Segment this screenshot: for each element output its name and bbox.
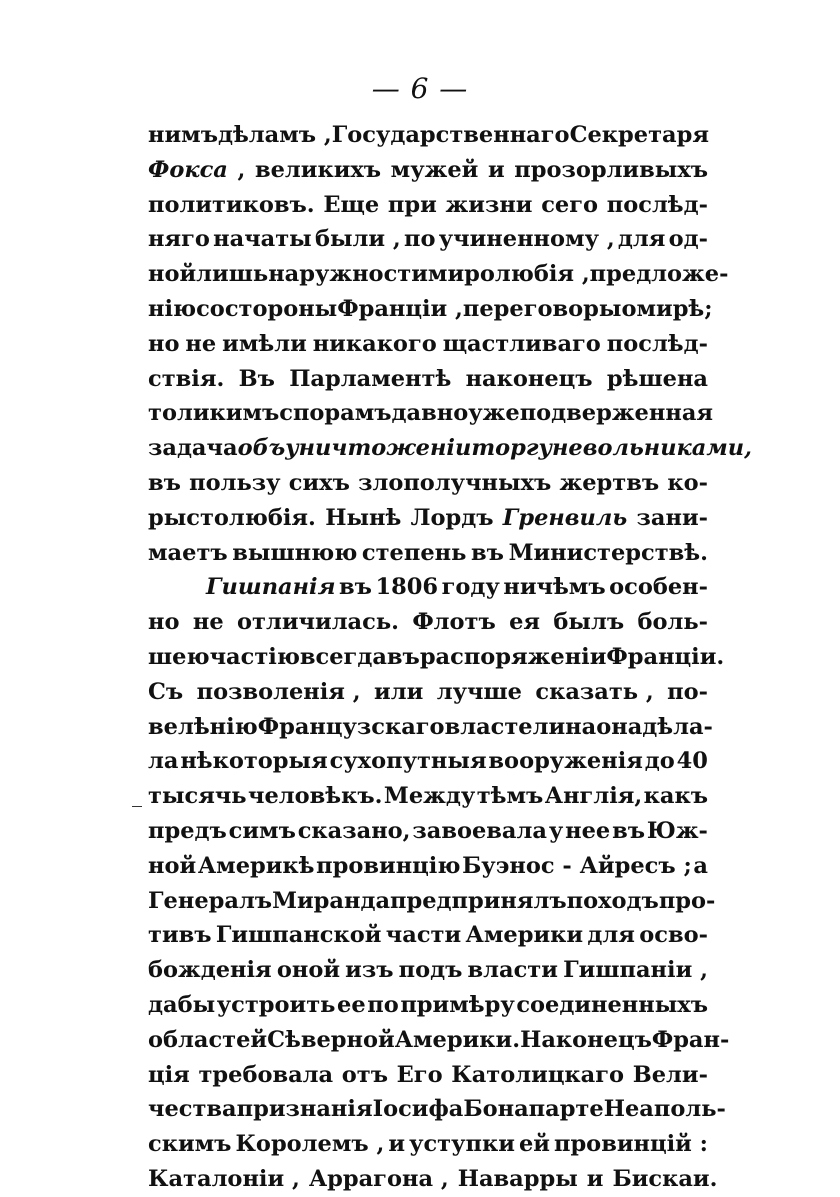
word: для: [617, 226, 666, 253]
word: няго: [148, 226, 210, 253]
word: ей: [518, 1131, 550, 1158]
word: сихъ: [288, 469, 350, 496]
word: для: [587, 922, 635, 949]
word: провинцію: [316, 852, 461, 879]
word: уже: [468, 400, 520, 427]
text-line: [148, 292, 713, 327]
word: осво-: [639, 922, 708, 949]
word: Америки.: [394, 1026, 521, 1053]
word: устроить: [216, 991, 336, 1018]
word: Юж-: [646, 817, 708, 844]
word: признанія: [236, 1096, 373, 1123]
word: маетъ: [148, 539, 228, 566]
word: въ: [339, 574, 372, 601]
word: имѣли: [222, 330, 307, 357]
text-line: [148, 1127, 708, 1162]
word: велѣнію: [148, 713, 258, 740]
word: симъ: [228, 817, 296, 844]
word: Франціи ,: [337, 295, 463, 322]
word: жизни: [445, 191, 533, 218]
word: областей: [148, 1026, 268, 1053]
word: по: [367, 991, 399, 1018]
word: Между: [383, 783, 476, 810]
word: Лордъ: [410, 504, 494, 531]
word: злополучныхъ: [358, 469, 552, 496]
word: Англія,: [544, 783, 643, 810]
word: лучше: [436, 678, 522, 705]
text-line: [148, 362, 708, 397]
word: нее: [565, 817, 611, 844]
word: боль-: [637, 609, 708, 636]
word: Фран-: [651, 1026, 730, 1053]
word: сухопутныя: [329, 748, 487, 775]
word: а: [693, 852, 708, 879]
word: ствія.: [148, 365, 225, 392]
word: Аррагона ,: [308, 1165, 449, 1192]
word: предложе-: [589, 261, 729, 288]
word: Франціи.: [606, 643, 725, 670]
word: дѣламъ ,: [217, 122, 332, 148]
word: ной: [148, 852, 197, 879]
text-line: [148, 710, 713, 745]
word: Нынѣ: [325, 504, 402, 531]
word: Государственнаго: [331, 122, 570, 148]
text-line: [148, 744, 708, 779]
word: Парламентѣ: [289, 365, 452, 392]
word: частію: [209, 643, 300, 670]
word: нію: [148, 295, 197, 322]
word: уничтоженіи: [285, 435, 472, 462]
word: мирѣ;: [636, 295, 713, 322]
word: чества: [148, 1096, 237, 1123]
word: тивъ: [148, 922, 212, 949]
word: Америкѣ: [197, 852, 315, 879]
word: прозорливыхъ: [514, 156, 708, 183]
word: политиковъ.: [148, 191, 315, 218]
word: наконецъ: [465, 365, 593, 392]
word: Генералъ: [148, 887, 273, 914]
word: Америки: [465, 922, 584, 949]
word: миролюбія ,: [427, 261, 590, 288]
text-line: [148, 814, 708, 849]
word: до: [644, 748, 675, 775]
word: од-: [668, 226, 708, 253]
text-line: [148, 988, 708, 1023]
word: мужей: [390, 156, 479, 183]
text-line: [148, 1162, 718, 1197]
text-line: [148, 257, 729, 292]
word: ла: [148, 748, 179, 775]
word: части: [385, 922, 462, 949]
text-line: [148, 884, 716, 919]
word: рыстолюбія.: [148, 504, 316, 531]
text-line: [148, 779, 708, 814]
word: толикимъ: [148, 400, 280, 427]
word: не: [192, 609, 224, 636]
word: какъ: [643, 783, 708, 810]
word: провинцій :: [553, 1131, 708, 1158]
word: были ,: [314, 226, 401, 253]
word: и: [388, 1131, 406, 1158]
word: Гишпаніи ,: [563, 957, 708, 984]
word: въ: [471, 539, 504, 566]
word: уступки: [409, 1131, 515, 1158]
word: спорамъ: [279, 400, 392, 427]
text-line: [148, 640, 725, 675]
word: Іосифа: [372, 1096, 464, 1123]
word: послѣд-: [606, 191, 708, 218]
word: завоевала: [412, 817, 547, 844]
word: въ: [612, 817, 645, 844]
word: при: [387, 191, 437, 218]
word: оной: [276, 957, 341, 984]
word: сказать ,: [535, 678, 654, 705]
word: пользу: [189, 469, 281, 496]
word: Каталоніи ,: [148, 1165, 300, 1192]
word: Сѣверной: [267, 1026, 395, 1053]
word: учиненному ,: [438, 226, 615, 253]
word: ко-: [667, 469, 708, 496]
word: у: [548, 817, 564, 844]
word: стороны: [224, 295, 338, 322]
word: власти: [467, 957, 558, 984]
word: походъ: [566, 887, 659, 914]
word: про-: [658, 887, 716, 914]
word: Миранда: [272, 887, 391, 914]
text-line: [148, 1092, 726, 1127]
margin-mark: [132, 806, 142, 807]
word: позволенія ,: [196, 678, 361, 705]
word: начаты: [213, 226, 312, 253]
word: требовала: [198, 1061, 334, 1088]
word: шею: [148, 643, 210, 670]
word: Фокса: [148, 156, 228, 183]
word: великихъ: [254, 156, 382, 183]
text-line: [148, 153, 708, 188]
text-line: [148, 188, 708, 223]
word: особен-: [609, 574, 708, 601]
word: Съ: [148, 678, 184, 705]
word: отъ: [341, 1061, 388, 1088]
word: но: [148, 609, 180, 636]
word: Гренвиль: [502, 504, 628, 531]
word: по-: [667, 678, 708, 705]
word: былъ: [553, 609, 625, 636]
word: Его: [396, 1061, 443, 1088]
word: щастливаго: [442, 330, 601, 357]
word: невольниками,: [551, 435, 752, 462]
word: рѣшена: [606, 365, 708, 392]
word: или: [374, 678, 424, 705]
word: ,: [237, 156, 246, 183]
word: соединенныхъ: [516, 991, 708, 1018]
word: Еще: [323, 191, 380, 218]
word: въ: [148, 469, 181, 496]
word: вышнюю: [232, 539, 358, 566]
word: Наконецъ: [520, 1026, 652, 1053]
word: переговоры: [462, 295, 622, 322]
word: божденія: [148, 957, 272, 984]
word: Наварры: [457, 1165, 578, 1192]
word: всегда: [299, 643, 387, 670]
word: ной: [148, 261, 197, 288]
text-line: [148, 536, 708, 571]
word: Бонапарте: [463, 1096, 604, 1123]
text-line: [148, 327, 708, 362]
word: по: [404, 226, 436, 253]
word: степень: [361, 539, 467, 566]
text-line: [148, 570, 708, 605]
word: въ: [386, 643, 420, 670]
text-line: [148, 396, 714, 431]
word: послѣд-: [606, 330, 708, 357]
word: Католицкаго: [451, 1061, 625, 1088]
word: изъ: [345, 957, 394, 984]
word: ее: [337, 991, 366, 1018]
word: задача: [148, 435, 238, 462]
word: зани-: [636, 504, 708, 531]
word: торгу: [471, 435, 552, 462]
word: дѣла-: [642, 713, 713, 740]
text-line: [148, 849, 708, 884]
word: ея: [509, 609, 541, 636]
word: подверженная: [519, 400, 714, 427]
text-line: [148, 118, 708, 153]
word: и: [586, 1165, 604, 1192]
word: распоряженіи: [419, 643, 607, 670]
word: никакого: [312, 330, 437, 357]
word: Въ: [238, 365, 275, 392]
word: Неаполь-: [603, 1096, 726, 1123]
word: скимъ: [148, 1131, 232, 1158]
word: она: [596, 713, 643, 740]
word: давно: [391, 400, 469, 427]
word: Флотъ: [412, 609, 496, 636]
word: году: [441, 574, 500, 601]
word: подъ: [398, 957, 463, 984]
text-line: [148, 605, 708, 640]
word: не: [185, 330, 217, 357]
word: Гишпанской: [215, 922, 382, 949]
word: и: [487, 156, 505, 183]
word: 40: [676, 748, 708, 775]
text-line: [148, 1058, 708, 1093]
body-text: [148, 118, 752, 1197]
word: наружности: [268, 261, 428, 288]
word: тѣмъ: [476, 783, 544, 810]
word: Гишпанія: [206, 574, 336, 601]
word: сказано,: [297, 817, 411, 844]
text-line: [148, 222, 708, 257]
text-line: [148, 466, 708, 501]
word: сего: [541, 191, 599, 218]
word: человѣкъ.: [248, 783, 383, 810]
word: Бискаи.: [612, 1165, 718, 1192]
word: Секретаря: [569, 122, 709, 148]
word: нѣкоторыя: [180, 748, 328, 775]
word: вооруженія: [488, 748, 643, 775]
word: 1806: [375, 574, 439, 601]
word: отличилась.: [237, 609, 399, 636]
word: Королемъ ,: [235, 1131, 385, 1158]
word: примѣру: [400, 991, 515, 1018]
word: предпринялъ: [390, 887, 567, 914]
word: нимъ: [148, 122, 218, 148]
word: объ: [237, 435, 286, 462]
text-line: [148, 675, 708, 710]
word: дабы: [148, 991, 216, 1018]
word: лишь: [196, 261, 269, 288]
word: ція: [148, 1061, 190, 1088]
word: Французскаго: [257, 713, 445, 740]
word: властелина: [444, 713, 597, 740]
word: но: [148, 330, 180, 357]
text-line: [148, 918, 708, 953]
word: со: [196, 295, 225, 322]
page-number: — 6 —: [371, 72, 469, 105]
text-line: [148, 1023, 730, 1058]
word: о: [621, 295, 637, 322]
word: жертвъ: [559, 469, 660, 496]
word: Буэнос - Айресъ ;: [462, 852, 692, 879]
text-line: [148, 953, 708, 988]
text-line: [148, 501, 708, 536]
word: предъ: [148, 817, 227, 844]
word: Вели-: [632, 1061, 708, 1088]
word: ничѣмъ: [503, 574, 606, 601]
text-line: [148, 431, 752, 466]
word: Министерствѣ.: [508, 539, 708, 566]
word: тысячь: [148, 783, 247, 810]
